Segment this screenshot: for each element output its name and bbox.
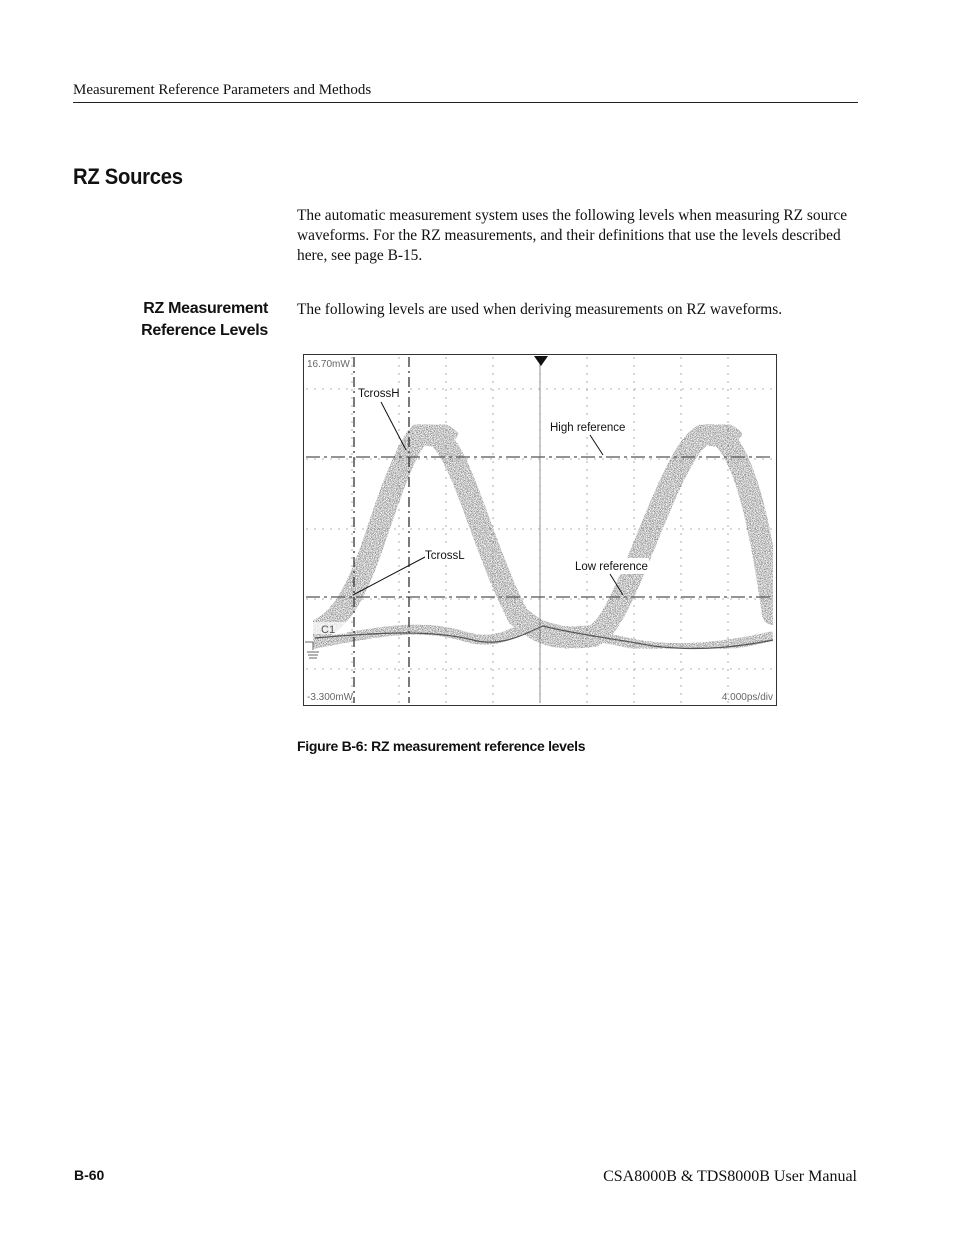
subsection-title-line1: RZ Measurement bbox=[143, 300, 268, 317]
rz-eye-diagram-figure bbox=[303, 354, 777, 706]
timebase-readout: 4.000ps/div bbox=[721, 692, 773, 703]
vertical-scale-bottom: -3.300mW bbox=[307, 692, 354, 703]
subsection-title-line2: Reference Levels bbox=[141, 322, 268, 339]
high-reference-label: High reference bbox=[550, 422, 626, 434]
header-rule bbox=[73, 102, 858, 103]
channel-label: C1 bbox=[321, 624, 336, 636]
section-title: RZ Sources bbox=[73, 164, 183, 189]
running-header: Measurement Reference Parameters and Methods bbox=[73, 82, 372, 98]
intro-paragraph: The automatic measurement system uses the following levels when measuring RZ source waveforms. For the RZ measurements, and their definitions that use the levels described here, see page B-15. bbox=[297, 207, 848, 264]
manual-title: CSA8000B & TDS8000B User Manual bbox=[603, 1168, 857, 1185]
tcross-high-label: TcrossH bbox=[358, 388, 400, 400]
subsection-title bbox=[100, 298, 268, 342]
tcross-low-label: TcrossL bbox=[425, 550, 465, 562]
page-number: B-60 bbox=[74, 1167, 105, 1183]
subsection-paragraph: The following levels are used when deriving measurements on RZ waveforms. bbox=[297, 301, 783, 318]
vertical-scale-top: 16.70mW bbox=[307, 359, 350, 370]
figure-caption: Figure B-6: RZ measurement reference levels bbox=[297, 738, 586, 754]
low-reference-label: Low reference bbox=[575, 561, 648, 573]
